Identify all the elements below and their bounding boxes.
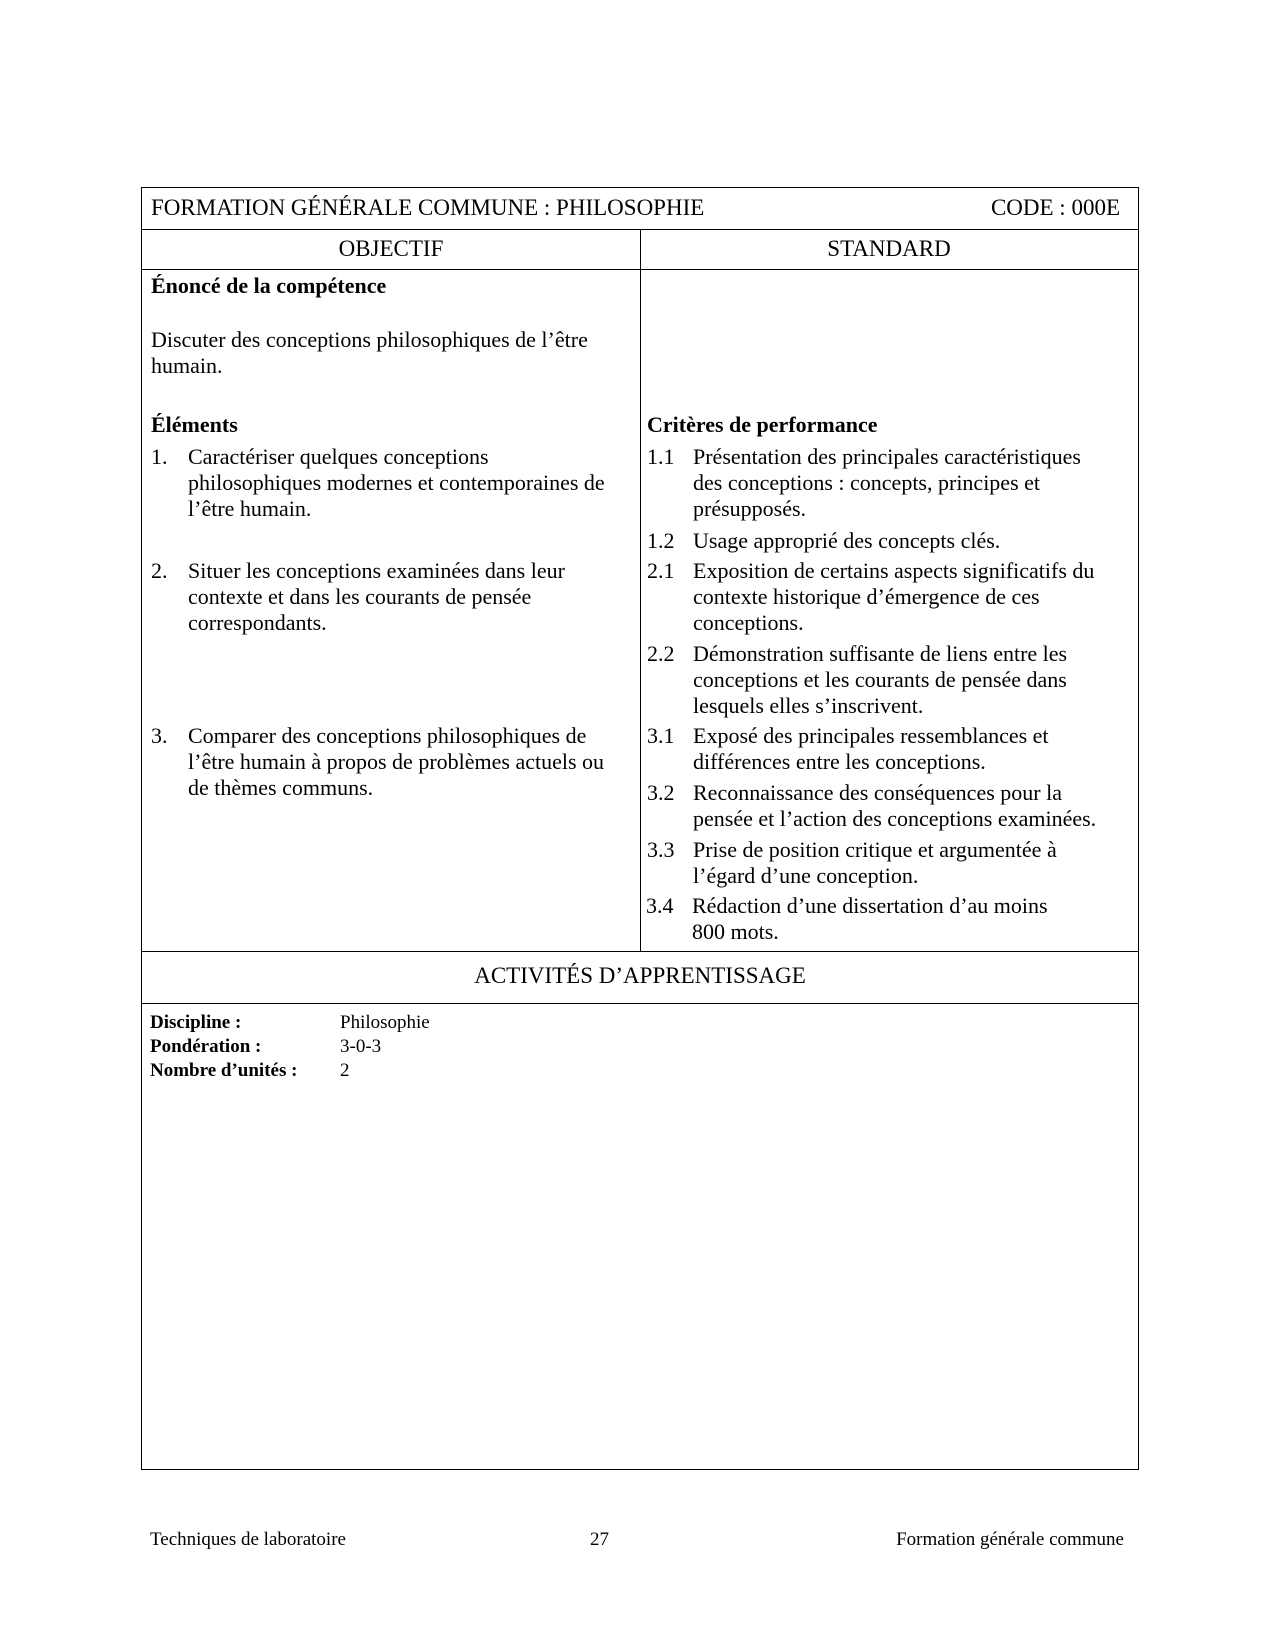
criterion-line: Usage approprié des concepts clés. [693,528,1001,553]
standard-column-heading: STANDARD [640,230,1138,270]
criterion-line: des conceptions : concepts, principes et [693,470,1041,495]
element-line: l’être humain. [188,496,312,521]
discipline-label: Discipline : [150,1012,242,1033]
criteria-heading: Critères de performance [647,412,878,437]
page-number: 27 [590,1529,609,1550]
element-line: correspondants. [188,610,327,635]
element-number: 3. [151,723,168,748]
criterion-line: Exposition de certains aspects significatifs du [693,558,1095,583]
competence-text-line-1: Discuter des conceptions philosophiques de l’être [151,327,588,352]
activities-heading: ACTIVITÉS D’APPRENTISSAGE [141,951,1139,1004]
element-line: Comparer des conceptions philosophiques de [188,723,587,748]
criterion-line: conceptions. [693,610,804,635]
criterion-number: 2.1 [647,558,675,583]
course-title: FORMATION GÉNÉRALE COMMUNE : PHILOSOPHIE [151,195,705,220]
criterion-line: différences entre les conceptions. [693,749,986,774]
criterion-number: 3.4 [646,893,674,918]
criterion-line: 800 mots. [692,919,779,944]
column-divider [640,230,641,952]
footer-program: Techniques de laboratoire [150,1529,346,1550]
criterion-number: 1.1 [647,444,675,469]
element-number: 2. [151,558,168,583]
element-line: contexte et dans les courants de pensée [188,584,532,609]
element-line: Situer les conceptions examinées dans leur [188,558,565,583]
competence-heading: Énoncé de la compétence [151,273,387,298]
criterion-number: 2.2 [647,641,675,666]
units-value: 2 [340,1060,350,1081]
criterion-number: 3.3 [647,837,675,862]
criterion-line: Prise de position critique et argumentée à [693,837,1057,862]
criterion-line: présupposés. [693,496,807,521]
elements-heading: Éléments [151,412,238,437]
element-line: de thèmes communs. [188,775,374,800]
course-table [141,187,1139,1470]
element-line: l’être humain à propos de problèmes actuels ou [188,749,605,774]
criterion-line: conceptions et les courants de pensée dans [693,667,1067,692]
table-header [142,188,1138,230]
weighting-label: Pondération : [150,1036,262,1057]
criterion-line: contexte historique d’émergence de ces [693,584,1040,609]
element-number: 1. [151,444,168,469]
objective-column-heading: OBJECTIF [142,230,640,270]
competence-text-line-2: humain. [151,353,223,378]
footer-section: Formation générale commune [896,1529,1124,1550]
course-code: CODE : 000E [990,195,1120,220]
discipline-value: Philosophie [340,1012,430,1033]
criterion-number: 1.2 [647,528,675,553]
criterion-line: Exposé des principales ressemblances et [693,723,1049,748]
criterion-line: l’égard d’une conception. [693,863,919,888]
element-line: philosophiques modernes et contemporaines de [188,470,605,495]
criterion-line: Présentation des principales caractéristiques [693,444,1081,469]
criterion-number: 3.2 [647,780,675,805]
criterion-number: 3.1 [647,723,675,748]
criterion-line: Démonstration suffisante de liens entre les [693,641,1068,666]
criterion-line: lesquels elles s’inscrivent. [693,693,924,718]
criterion-line: Reconnaissance des conséquences pour la [693,780,1062,805]
weighting-value: 3-0-3 [340,1036,382,1057]
criterion-line: Rédaction d’une dissertation d’au moins [692,893,1048,918]
criterion-line: pensée et l’action des conceptions examinées. [693,806,1097,831]
units-label: Nombre d’unités : [150,1060,298,1081]
element-line: Caractériser quelques conceptions [188,444,489,469]
